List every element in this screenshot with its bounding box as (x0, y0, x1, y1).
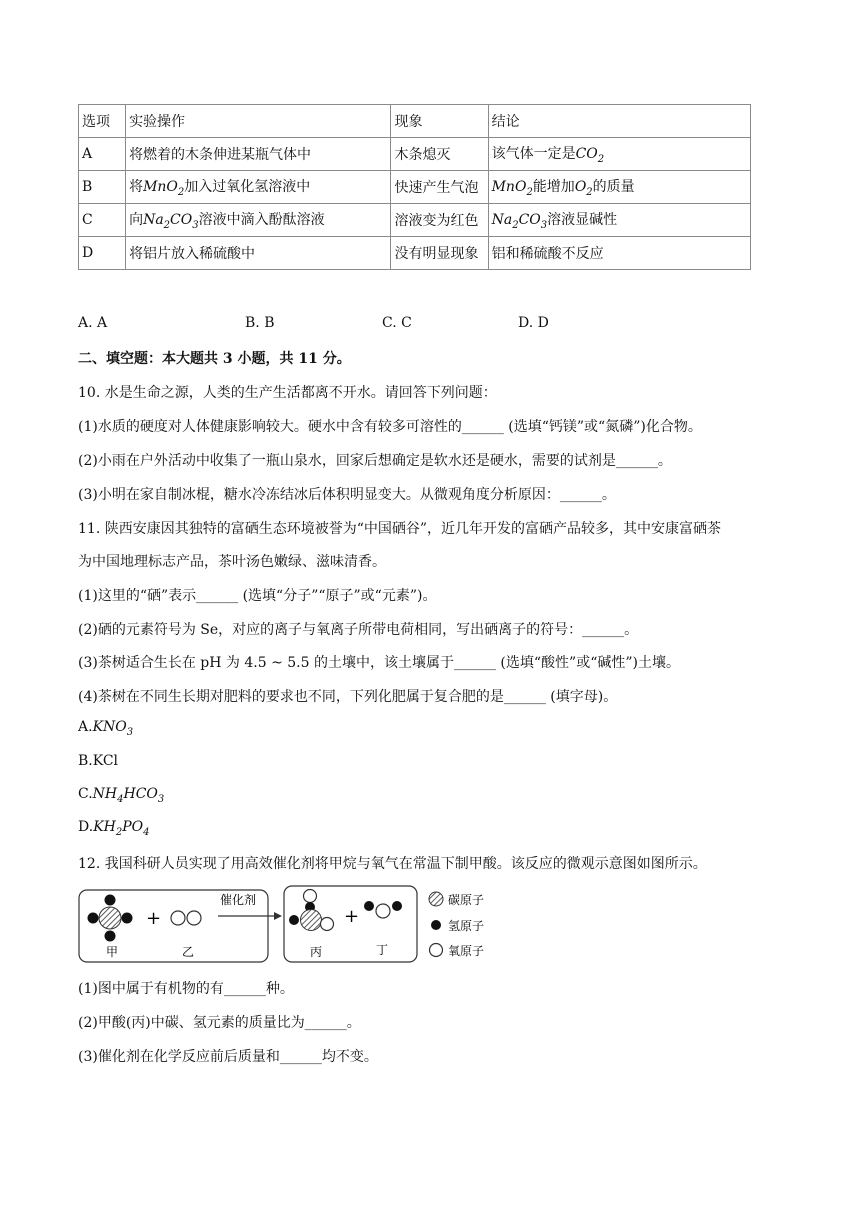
plus-sign: + (146, 908, 162, 929)
q10-part3: (3)小明在家自制冰棍，糖水冷冻结冰后体积明显变大。从微观角度分析原因：______。 (78, 487, 616, 503)
fertilizer-option-b: B.KCl (78, 753, 119, 769)
q11-stem-line1: 11. 陕西安康因其独特的富硒生态环境被誉为“中国硒谷”，近几年开发的富硒产品较多，其中安康富硒茶 (78, 521, 722, 537)
header-operation: 实验操作 (126, 105, 391, 138)
q11-part2: (2)硒的元素符号为 Se，对应的离子与氧离子所带电荷相同，写出硒离子的符号：______。 (78, 622, 639, 638)
row-option: B (79, 171, 126, 204)
label-ding: 丁 (376, 943, 389, 957)
arrow-head (274, 912, 282, 920)
q10-part2: (2)小雨在户外活动中收集了一瓶山泉水，回家后想确定是软水还是硬水，需要的试剂是______。 (78, 453, 672, 469)
plus-sign: + (344, 906, 360, 927)
header-phenomenon: 现象 (391, 105, 488, 138)
section-heading: 二、填空题：本大题共 3 小题，共 11 分。 (78, 351, 351, 367)
table-row (79, 204, 751, 237)
label-yi: 乙 (182, 945, 195, 959)
row-operation: 将铝片放入稀硫酸中 (126, 237, 391, 270)
methane-molecule (88, 895, 133, 942)
legend-hydrogen: 氢原子 (448, 919, 485, 933)
q11-part4: (4)茶树在不同生长期对肥料的要求也不同，下列化肥属于复合肥的是______ (填字母)。 (78, 689, 618, 705)
row-operation: 将燃着的木条伸进某瓶气体中 (126, 138, 391, 171)
answer-option-d: D. D (518, 315, 549, 331)
header-option: 选项 (79, 105, 126, 138)
answer-option-b: B. B (245, 315, 275, 331)
legend (429, 892, 484, 958)
row-option: C (79, 204, 126, 237)
row-conclusion: 铝和稀硫酸不反应 (488, 237, 750, 270)
legend-oxygen: 氧原子 (448, 944, 485, 958)
table-row (79, 138, 751, 171)
answer-option-c: C. C (382, 315, 412, 331)
q12-part3: (3)催化剂在化学反应前后质量和______均不变。 (78, 1049, 378, 1065)
row-operation: 将MnO$_2$加入过氧化氢溶液中 (126, 171, 391, 204)
q11-part3: (3)茶树适合生长在 pH 为 4.5 ~ 5.5 的土壤中，该土壤属于______ (选填“酸性”或“碱性”)土壤。 (78, 655, 680, 671)
row-operation: 向$Na_2CO_3$溶液中滴入酚酞溶液 (126, 204, 391, 237)
row-phenomenon: 没有明显现象 (391, 237, 488, 270)
experiment-table (78, 104, 751, 270)
row-option: A (79, 138, 126, 171)
fertilizer-option-d: $D.KH_2PO_4$ (78, 819, 150, 838)
row-phenomenon: 快速产生气泡 (391, 171, 488, 204)
catalyst-label: 催化剂 (220, 893, 257, 907)
fertilizer-option-c: $C.NH_4HCO_3$ (78, 786, 165, 805)
oxygen-molecule (171, 911, 201, 925)
water-molecule (364, 901, 402, 918)
q11-part1: (1)这里的“硒”表示______ (选填“分子”“原子”或“元素”)。 (78, 588, 437, 604)
row-conclusion: MnO$_2$能增加$O_2$的质量 (488, 171, 750, 204)
label-jia: 甲 (106, 945, 119, 959)
q11-stem-line2: 为中国地理标志产品，茶叶汤色嫩绿、滋味清香。 (78, 554, 386, 570)
header-conclusion: 结论 (488, 105, 750, 138)
row-conclusion: 该气体一定是$CO_2$ (488, 138, 750, 171)
q12-part2: (2)甲酸(丙)中碳、氢元素的质量比为______。 (78, 1015, 361, 1031)
row-phenomenon: 木条熄灭 (391, 138, 488, 171)
answer-option-a: A. A (78, 315, 108, 331)
table-header-row (79, 105, 751, 138)
q10-part1: (1)水质的硬度对人体健康影响较大。硬水中含有较多可溶性的______ (选填“钙镁”或“氮磷”)化合物。 (78, 419, 702, 435)
q12-part1: (1)图中属于有机物的有______种。 (78, 981, 294, 997)
q12-stem: 12. 我国科研人员实现了用高效催化剂将甲烷与氧气在常温下制甲酸。该反应的微观示意图如图所示。 (78, 856, 707, 872)
label-bing: 丙 (310, 945, 323, 959)
reaction-diagram (78, 882, 508, 967)
row-conclusion: $Na_2CO_3$溶液显碱性 (488, 204, 750, 237)
table-row (79, 237, 751, 270)
row-phenomenon: 溶液变为红色 (391, 204, 488, 237)
q10-stem: 10. 水是生命之源，人类的生产生活都离不开水。请回答下列问题： (78, 385, 497, 401)
fertilizer-option-a: $A.KNO_3$ (78, 719, 134, 738)
table-row (79, 171, 751, 204)
row-option: D (79, 237, 126, 270)
formic-acid-molecule (289, 890, 334, 931)
legend-carbon: 碳原子 (448, 893, 485, 907)
